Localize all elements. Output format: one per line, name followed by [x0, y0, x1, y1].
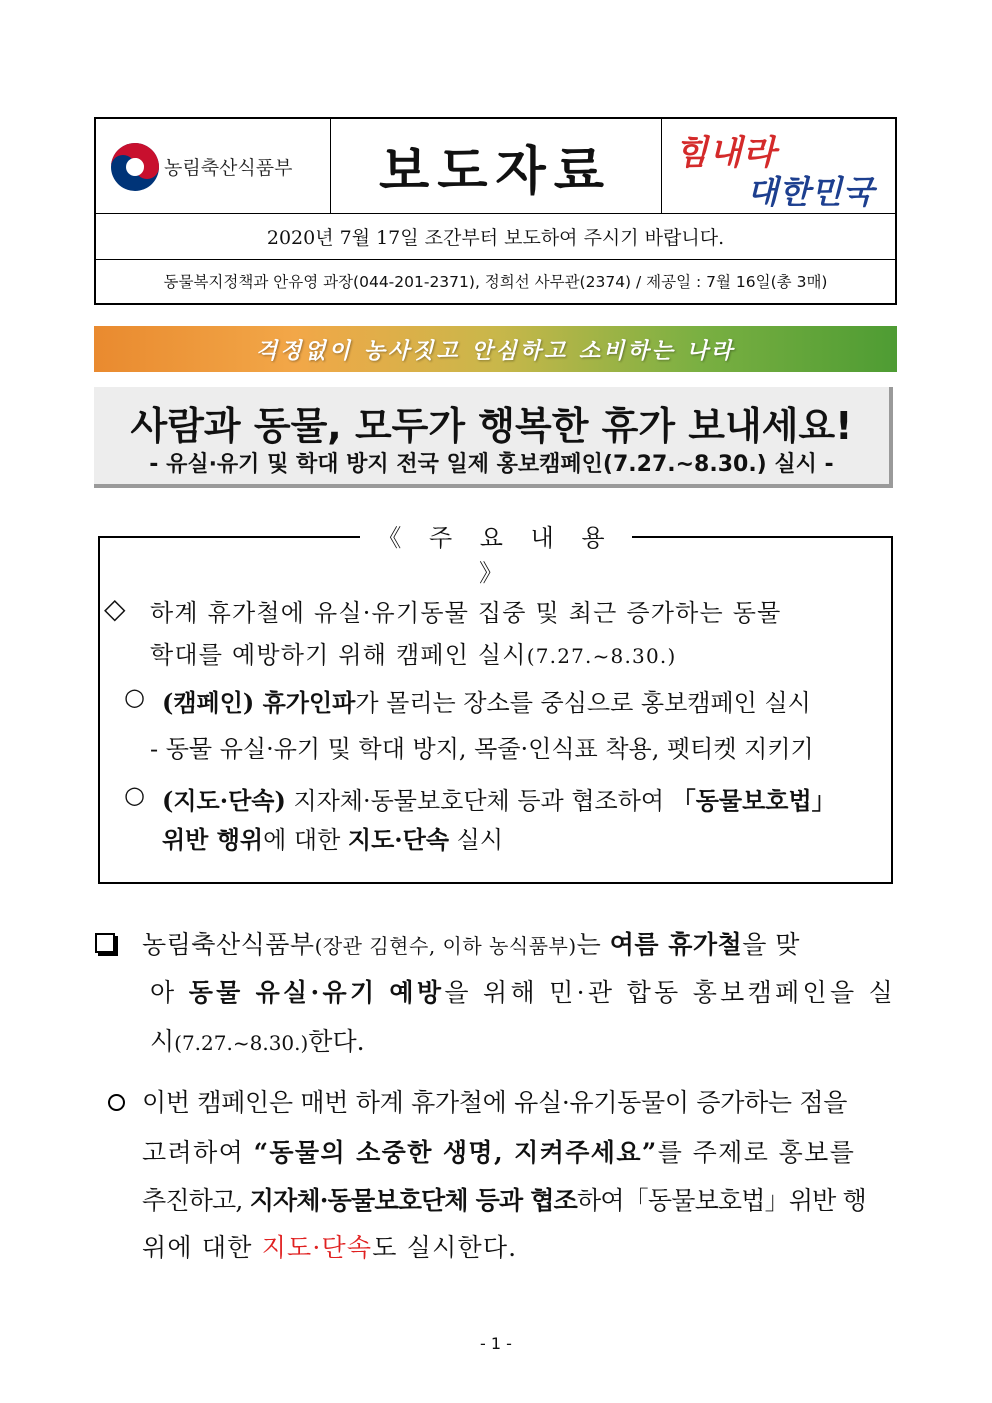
- ministry-name: 농림축산식품부: [164, 157, 293, 179]
- body-p2-line1: 이번 캠페인은 매번 하계 휴가철에 유실·유기동물이 증가하는 점을: [142, 1088, 848, 1117]
- summary-item3-line1: (지도·단속) 지자체·동물보호단체 등과 협조하여 「동물보호법」: [162, 786, 836, 815]
- slogan-cell: [661, 119, 895, 213]
- headline-title: 사람과 동물, 모두가 행복한 휴가 보내세요!: [130, 404, 853, 448]
- slogan-line1: 힘내라: [675, 133, 777, 173]
- summary-item1-line1: 하계 휴가철에 유실·유기동물 집중 및 최근 증가하는 동물: [150, 599, 782, 627]
- headline-box: [94, 387, 893, 488]
- header-top-row: [96, 119, 895, 214]
- body-p2-line3: 추진하고, 지자체·동물보호단체 등과 협조하여「동물보호법」위반 행: [142, 1186, 867, 1215]
- header-table: [94, 117, 897, 305]
- ministry-logo-cell: [96, 119, 331, 213]
- press-release-title: 보도자료: [330, 119, 662, 213]
- release-note: 2020년 7월 17일 조간부터 보도하여 주시기 바랍니다.: [96, 213, 895, 260]
- body-p1-line3: 시(7.27.~8.30.)한다.: [150, 1027, 365, 1056]
- taegeuk-logo-icon: [110, 142, 160, 192]
- summary-item2-sub: - 동물 유실·유기 및 학대 방지, 목줄·인식표 착용, 펫티켓 지키기: [150, 735, 814, 763]
- slogan-banner: [94, 326, 897, 372]
- body-p1-line1: 농림축산식품부(장관 김현수, 이하 농식품부)는 여름 휴가철을 맞: [142, 930, 800, 959]
- slogan-line2: 대한민국: [747, 173, 875, 211]
- contact-info: 동물복지정책과 안유영 과장(044-201-2371), 정희선 사무관(2374) / 제공일 : 7월 16일(총 3매): [163, 273, 828, 291]
- headline-subtitle: - 유실·유기 및 학대 방지 전국 일제 홍보캠페인(7.27.~8.30.) 실시 -: [149, 452, 834, 477]
- body-p2-line2: 고려하여 “동물의 소중한 생명, 지켜주세요”를 주제로 홍보를: [142, 1138, 856, 1167]
- circle-bullet-icon: ○: [124, 781, 145, 809]
- summary-item2: (캠페인) 휴가인파가 몰리는 장소를 중심으로 홍보캠페인 실시: [162, 688, 811, 717]
- banner-text: 걱정없이 농사짓고 안심하고 소비하는 나라: [255, 338, 736, 364]
- diamond-bullet-icon: ◇: [104, 592, 126, 625]
- summary-item3-line2: 위반 행위에 대한 지도·단속 실시: [162, 825, 503, 854]
- body-p1-line2: 아 동물 유실·유기 예방을 위해 민·관 합동 홍보캠페인을 실: [150, 978, 897, 1007]
- hollow-circle-bullet-icon: [108, 1094, 125, 1111]
- page-number: - 1 -: [480, 1334, 512, 1353]
- checkbox-bullet-icon: [95, 933, 115, 953]
- body-p2-line4: 위에 대한 지도·단속도 실시한다.: [142, 1233, 518, 1262]
- summary-item1-line2: 학대를 예방하기 위해 캠페인 실시(7.27.~8.30.): [150, 641, 677, 669]
- summary-heading: 《 주 요 내 용 》: [360, 518, 632, 554]
- circle-bullet-icon: ○: [124, 683, 145, 711]
